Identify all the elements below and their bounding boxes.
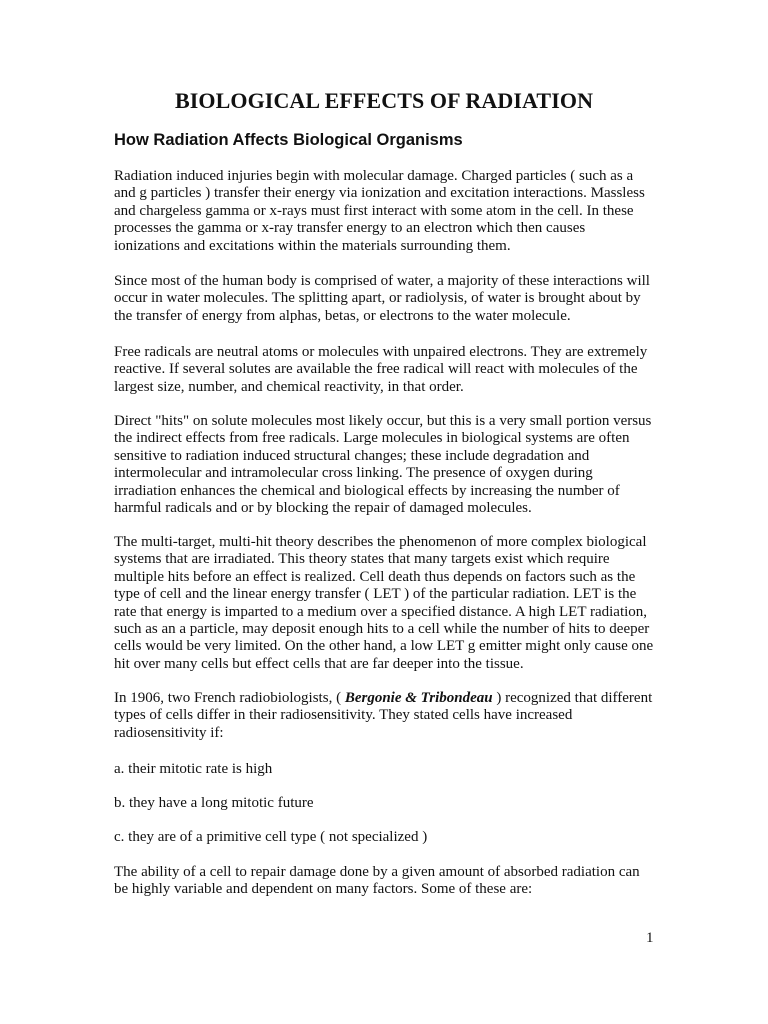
page-number: 1 — [646, 930, 654, 946]
paragraph-direct-hits: Direct "hits" on solute molecules most likely occur, but this is a very small portion versus the indirect effects from free radicals. Large molecules in biological systems are often sensitive to radiation induced structural changes; these include degradation and intermolecular and intramolecular cross linking. The presence of oxygen during irradiation enhances the chemical and biological effects by increasing the number of harmful radicals and or by blocking the repair of damaged molecules. — [114, 413, 652, 517]
paragraph-molecular-damage: Radiation induced injuries begin with molecular damage. Charged particles ( such as a and g particles ) transfer their energy via ionization and excitation interactions. Massless and chargeless gamma or x-rays must first interact with some atom in the cell. In these processes the gamma or x-ray transfer energy to an electron which then causes ionizations and excitations within the materials surrounding them. — [114, 168, 645, 254]
paragraph-water-radiolysis: Since most of the human body is comprised of water, a majority of these interactions will occur in water molecules. The splitting apart, or radiolysis, of water is brought about by the transfer of energy from alphas, betas, or electrons to the water molecule. — [114, 273, 650, 324]
document-title: BIOLOGICAL EFFECTS OF RADIATION — [174, 88, 594, 113]
paragraph-bergonie-tribondeau: In 1906, two French radiobiologists, ( Bergonie & Tribondeau ) recognized that different types of cells differ in their radiosensitivity. They stated cells have increased radiosensitivity if: — [114, 690, 653, 741]
list-item-b: b. they have a long mitotic future — [114, 795, 314, 811]
list-item-c: c. they are of a primitive cell type ( not specialized ) — [114, 829, 428, 845]
emphasized-names: Bergonie & Tribondeau — [344, 690, 493, 706]
list-item-a: a. their mitotic rate is high — [114, 761, 273, 777]
paragraph-free-radicals: Free radicals are neutral atoms or molecules with unpaired electrons. They are extremely reactive. If several solutes are available the free radical will react with molecules of the largest size, number, and chemical reactivity, in that order. — [114, 344, 648, 395]
section-heading: How Radiation Affects Biological Organisms — [114, 131, 463, 149]
paragraph-multi-target-theory: The multi-target, multi-hit theory describes the phenomenon of more complex biological systems that are irradiated. This theory states that many targets exist which require multiple hits before an effect is realized. Cell death thus depends on factors such as the type of cell and the linear energy transfer ( LET ) of the particular radiation. LET is the rate that energy is imparted to a medium over a specified distance. A high LET radiation, such as an a particle, may deposit enough hits to a cell while the number of hits to deeper cells would be very limited. On the other hand, a low LET g emitter might only cause one hit over many cells but effect cells that are far deeper into the tissue. — [114, 534, 654, 672]
paragraph-repair-ability: The ability of a cell to repair damage done by a given amount of absorbed radiation can be highly variable and dependent on many factors. Some of these are: — [114, 864, 640, 898]
